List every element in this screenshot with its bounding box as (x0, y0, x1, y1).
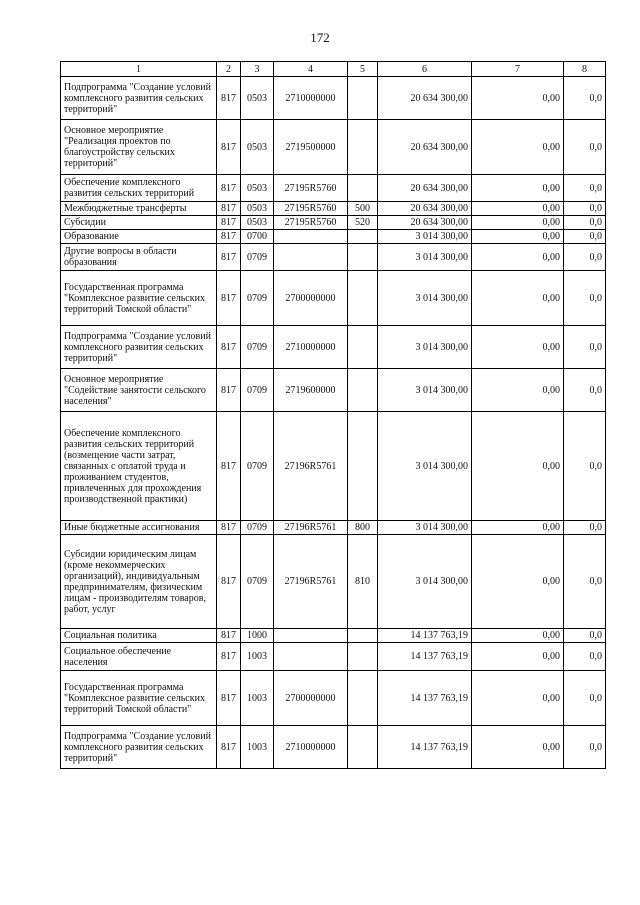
table-row (61, 77, 606, 120)
amount-2022-cell: 0,00 (472, 326, 564, 369)
row-name-cell: Межбюджетные трансферты (61, 202, 217, 216)
amount-2023-cell: 0,0 (564, 671, 606, 726)
code-section-cell: 0503 (241, 175, 274, 202)
amount-2023-cell: 0,0 (564, 629, 606, 643)
amount-2021-cell: 3 014 300,00 (378, 535, 472, 629)
column-header: 5 (348, 62, 378, 77)
amount-2023-cell: 0,0 (564, 175, 606, 202)
code-expense-type-cell (348, 369, 378, 412)
row-name-cell: Основное мероприятие "Реализация проектов по благоустройству сельских территорий" (61, 120, 217, 175)
amount-2023-cell: 0,0 (564, 244, 606, 271)
code-expense-type-cell (348, 230, 378, 244)
table-row (61, 244, 606, 271)
table-row (61, 726, 606, 769)
amount-2023-cell: 0,0 (564, 643, 606, 671)
column-header: 8 (564, 62, 606, 77)
row-name-cell: Субсидии юридическим лицам (кроме некоммерческих организаций), индивидуальным предпринимателям, физическим лицам - производителям товаров, работ, услуг (61, 535, 217, 629)
code-expense-type-cell (348, 271, 378, 326)
code-expense-type-cell: 800 (348, 521, 378, 535)
code-expense-type-cell: 500 (348, 202, 378, 216)
amount-2023-cell: 0,0 (564, 369, 606, 412)
amount-2023-cell: 0,0 (564, 120, 606, 175)
code-expense-type-cell (348, 412, 378, 521)
table-row (61, 643, 606, 671)
code-target-cell: 27196R5761 (274, 535, 348, 629)
code-target-cell (274, 629, 348, 643)
table-row (61, 202, 606, 216)
code-expense-type-cell (348, 175, 378, 202)
code-expense-type-cell (348, 671, 378, 726)
row-name-cell: Субсидии (61, 216, 217, 230)
column-header: 3 (241, 62, 274, 77)
amount-2022-cell: 0,00 (472, 671, 564, 726)
code-section-cell: 1003 (241, 643, 274, 671)
code-section-cell: 0709 (241, 326, 274, 369)
amount-2023-cell: 0,0 (564, 535, 606, 629)
code-expense-type-cell (348, 244, 378, 271)
column-header: 4 (274, 62, 348, 77)
amount-2023-cell: 0,0 (564, 77, 606, 120)
table-row (61, 230, 606, 244)
code-expense-type-cell (348, 629, 378, 643)
code-admin-cell: 817 (217, 671, 241, 726)
code-admin-cell: 817 (217, 244, 241, 271)
amount-2021-cell: 20 634 300,00 (378, 216, 472, 230)
code-admin-cell: 817 (217, 643, 241, 671)
code-section-cell: 0709 (241, 521, 274, 535)
amount-2021-cell: 20 634 300,00 (378, 120, 472, 175)
code-admin-cell: 817 (217, 629, 241, 643)
amount-2022-cell: 0,00 (472, 77, 564, 120)
table-row (61, 326, 606, 369)
code-expense-type-cell (348, 77, 378, 120)
code-admin-cell: 817 (217, 369, 241, 412)
table-body (61, 77, 606, 769)
code-target-cell: 2710000000 (274, 726, 348, 769)
code-section-cell: 0503 (241, 120, 274, 175)
amount-2022-cell: 0,00 (472, 202, 564, 216)
row-name-cell: Государственная программа "Комплексное развитие сельских территорий Томской области" (61, 271, 217, 326)
amount-2023-cell: 0,0 (564, 230, 606, 244)
amount-2022-cell: 0,00 (472, 216, 564, 230)
code-target-cell (274, 230, 348, 244)
amount-2021-cell: 14 137 763,19 (378, 726, 472, 769)
amount-2021-cell: 14 137 763,19 (378, 643, 472, 671)
amount-2022-cell: 0,00 (472, 412, 564, 521)
budget-table (60, 61, 606, 769)
code-admin-cell: 817 (217, 535, 241, 629)
amount-2022-cell: 0,00 (472, 643, 564, 671)
code-target-cell: 27195R5760 (274, 175, 348, 202)
table-header-row (61, 62, 606, 77)
code-admin-cell: 817 (217, 271, 241, 326)
amount-2023-cell: 0,0 (564, 202, 606, 216)
code-admin-cell: 817 (217, 120, 241, 175)
table-row (61, 535, 606, 629)
code-admin-cell: 817 (217, 326, 241, 369)
code-expense-type-cell (348, 643, 378, 671)
amount-2022-cell: 0,00 (472, 369, 564, 412)
amount-2023-cell: 0,0 (564, 326, 606, 369)
amount-2021-cell: 3 014 300,00 (378, 244, 472, 271)
row-name-cell: Подпрограмма "Создание условий комплексного развития сельских территорий" (61, 77, 217, 120)
code-section-cell: 0709 (241, 412, 274, 521)
code-target-cell: 27195R5760 (274, 202, 348, 216)
code-admin-cell: 817 (217, 726, 241, 769)
code-expense-type-cell (348, 120, 378, 175)
page-number: 172 (310, 30, 330, 45)
amount-2021-cell: 14 137 763,19 (378, 629, 472, 643)
code-target-cell (274, 643, 348, 671)
amount-2021-cell: 3 014 300,00 (378, 412, 472, 521)
code-admin-cell: 817 (217, 216, 241, 230)
code-target-cell: 2700000000 (274, 271, 348, 326)
amount-2022-cell: 0,00 (472, 629, 564, 643)
code-target-cell: 2700000000 (274, 671, 348, 726)
table-row (61, 521, 606, 535)
code-admin-cell: 817 (217, 230, 241, 244)
row-name-cell: Государственная программа "Комплексное развитие сельских территорий Томской области" (61, 671, 217, 726)
code-admin-cell: 817 (217, 77, 241, 120)
row-name-cell: Обеспечение комплексного развития сельских территорий (61, 175, 217, 202)
code-section-cell: 0709 (241, 271, 274, 326)
code-section-cell: 1000 (241, 629, 274, 643)
code-section-cell: 0503 (241, 216, 274, 230)
code-expense-type-cell (348, 326, 378, 369)
amount-2021-cell: 20 634 300,00 (378, 175, 472, 202)
amount-2021-cell: 14 137 763,19 (378, 671, 472, 726)
code-section-cell: 0709 (241, 244, 274, 271)
table-row (61, 216, 606, 230)
row-name-cell: Подпрограмма "Создание условий комплексного развития сельских территорий" (61, 726, 217, 769)
table-row (61, 629, 606, 643)
amount-2021-cell: 3 014 300,00 (378, 271, 472, 326)
amount-2021-cell: 3 014 300,00 (378, 521, 472, 535)
code-section-cell: 0503 (241, 202, 274, 216)
code-section-cell: 0503 (241, 77, 274, 120)
code-target-cell: 2719500000 (274, 120, 348, 175)
row-name-cell: Иные бюджетные ассигнования (61, 521, 217, 535)
amount-2021-cell: 3 014 300,00 (378, 230, 472, 244)
row-name-cell: Другие вопросы в области образования (61, 244, 217, 271)
table-row (61, 175, 606, 202)
column-header: 7 (472, 62, 564, 77)
table-row (61, 412, 606, 521)
row-name-cell: Обеспечение комплексного развития сельских территорий (возмещение части затрат, связанных с оплатой труда и проживанием студентов, привлеченных для прохождения производственной практики) (61, 412, 217, 521)
amount-2022-cell: 0,00 (472, 535, 564, 629)
amount-2023-cell: 0,0 (564, 521, 606, 535)
row-name-cell: Подпрограмма "Создание условий комплексного развития сельских территорий" (61, 326, 217, 369)
code-section-cell: 1003 (241, 726, 274, 769)
code-target-cell (274, 244, 348, 271)
table-row (61, 271, 606, 326)
amount-2021-cell: 3 014 300,00 (378, 326, 472, 369)
table-row (61, 671, 606, 726)
code-expense-type-cell: 520 (348, 216, 378, 230)
code-section-cell: 0709 (241, 369, 274, 412)
code-expense-type-cell (348, 726, 378, 769)
amount-2023-cell: 0,0 (564, 726, 606, 769)
code-expense-type-cell: 810 (348, 535, 378, 629)
code-target-cell: 27195R5760 (274, 216, 348, 230)
code-target-cell: 2710000000 (274, 77, 348, 120)
table-row (61, 369, 606, 412)
column-header: 2 (217, 62, 241, 77)
row-name-cell: Основное мероприятие "Содействие занятости сельского населения" (61, 369, 217, 412)
code-admin-cell: 817 (217, 521, 241, 535)
code-section-cell: 0700 (241, 230, 274, 244)
amount-2021-cell: 20 634 300,00 (378, 77, 472, 120)
column-header: 1 (61, 62, 217, 77)
code-admin-cell: 817 (217, 202, 241, 216)
code-target-cell: 27196R5761 (274, 412, 348, 521)
table-row (61, 120, 606, 175)
amount-2021-cell: 20 634 300,00 (378, 202, 472, 216)
code-section-cell: 0709 (241, 535, 274, 629)
code-admin-cell: 817 (217, 412, 241, 521)
code-target-cell: 2710000000 (274, 326, 348, 369)
amount-2022-cell: 0,00 (472, 230, 564, 244)
amount-2022-cell: 0,00 (472, 521, 564, 535)
amount-2022-cell: 0,00 (472, 244, 564, 271)
code-target-cell: 2719600000 (274, 369, 348, 412)
amount-2022-cell: 0,00 (472, 726, 564, 769)
amount-2023-cell: 0,0 (564, 271, 606, 326)
code-section-cell: 1003 (241, 671, 274, 726)
code-target-cell: 27196R5761 (274, 521, 348, 535)
row-name-cell: Социальная политика (61, 629, 217, 643)
column-header: 6 (378, 62, 472, 77)
amount-2023-cell: 0,0 (564, 412, 606, 521)
amount-2022-cell: 0,00 (472, 120, 564, 175)
amount-2022-cell: 0,00 (472, 271, 564, 326)
amount-2021-cell: 3 014 300,00 (378, 369, 472, 412)
row-name-cell: Образование (61, 230, 217, 244)
amount-2023-cell: 0,0 (564, 216, 606, 230)
row-name-cell: Социальное обеспечение населения (61, 643, 217, 671)
code-admin-cell: 817 (217, 175, 241, 202)
amount-2022-cell: 0,00 (472, 175, 564, 202)
